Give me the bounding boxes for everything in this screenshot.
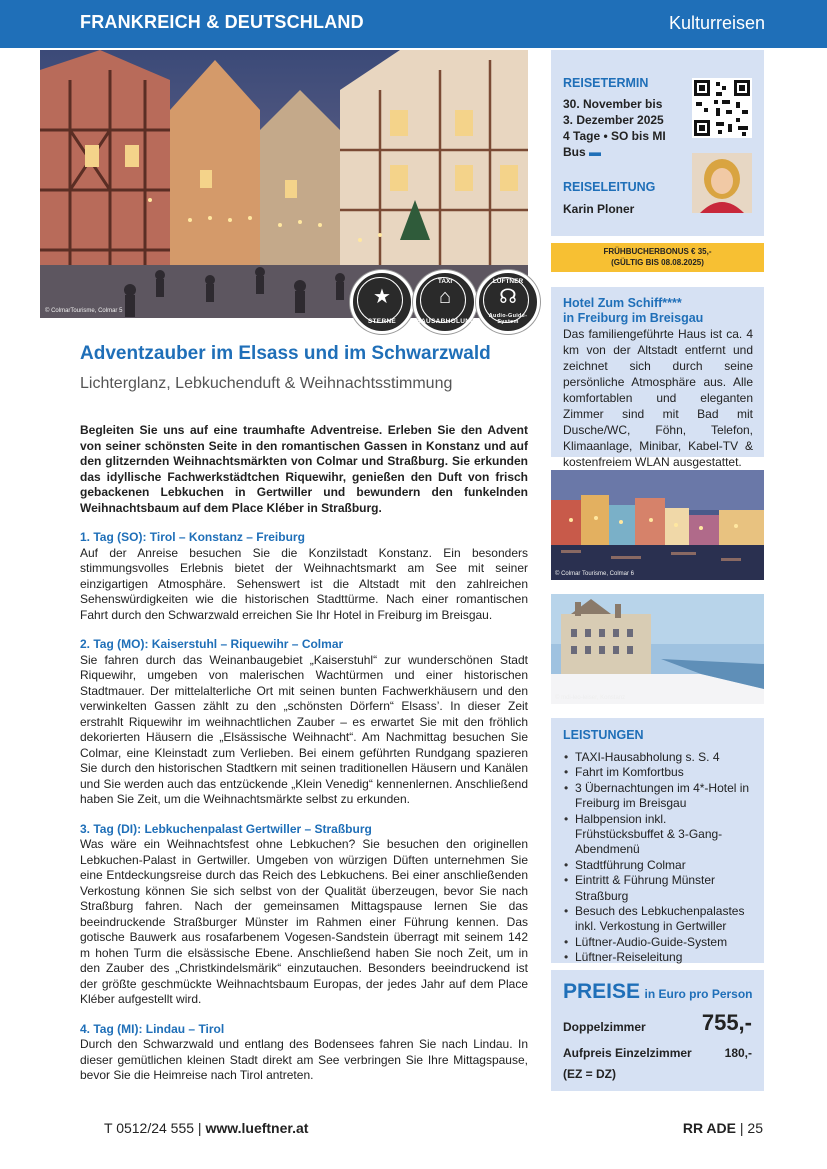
- list-item: • Fahrt im Komfortbus: [563, 765, 753, 780]
- day-3-heading: 3. Tag (DI): Lebkuchenpalast Gertwiller – Straßburg: [80, 821, 372, 836]
- day-3-text: Was wäre ein Weihnachtsfest ohne Lebkuchen? Sie besuchen den originellen Lebkuchen-Palast in Gertwiller. Umgeben von würzigen Düften unternehmen Sie eine Entdeckungsreise durch das Reich des Lebkuchens. Bei einer anschließenden Verkostung können Sie sich selbst von der Qualität überzeugen, bevor Sie nach Straßburg fahren. Nach der gemeinsamen Mittagspause lernen Sie das beeindruckende Straßburger Münster im Rahmen einer Führung kennen. Das gotische Bauwerk aus rosafarbenem Vogesen-Sandstein überragt mit seinem 142 m hohen Turm die elsässische Ebene. Anschließend haben Sie noch Zeit, um in den Zauber des „Christkindelsmärik“ einzutauchen. Besonders beeindruckend ist der größte geschmückte Weihnachtsbaum Europas, der jedes Jahr auf dem Place Kléber aufgestellt wird.: [80, 837, 528, 1006]
- page-title: Adventzauber im Elsass und im Schwarzwald: [80, 343, 491, 364]
- day-1-text: Auf der Anreise besuchen Sie die Konzilstadt Konstanz. Ein besonders stimmungsvolles Erlebnis bietet der Weihnachtsmarkt am See mit seiner einzigartigen Atmosphäre. Sehenswert ist die Altstadt mit den zahlreichen Sehenswürdigkeiten wie die historischen Stadttürme. Nach einer romantischen Fahrt durch den Schwarzwald erreichen Sie Ihr Hotel in Freiburg im Breisgau.: [80, 545, 528, 622]
- preise-box: [551, 970, 764, 1091]
- footer-code: RR ADE: [682, 1120, 736, 1136]
- region-title: FRANKREICH & DEUTSCHLAND: [80, 12, 364, 32]
- date-line-2: 3. Dezember 2025: [563, 113, 664, 127]
- page-subtitle: Lichterglanz, Lebkuchenduft & Weihnachtsstimmung: [80, 375, 453, 392]
- list-item: • Eintritt & Führung Münster Straßburg: [563, 873, 753, 904]
- bonus-line-2: (GÜLTIG BIS 08.08.2025): [611, 258, 704, 267]
- hotel-info-box: [551, 287, 764, 469]
- einzelzimmer-price: 180,-: [724, 1046, 752, 1060]
- doppelzimmer-price: 755,-: [701, 1010, 752, 1035]
- hotel-name: [563, 296, 703, 326]
- reiseleitung-heading: REISELEITUNG: [563, 180, 656, 194]
- page-number: 25: [747, 1120, 763, 1136]
- list-item: • Besuch des Lebkuchenpalastes inkl. Verkostung in Gertwiller: [563, 904, 753, 935]
- list-item: • Lüftner-Audio-Guide-System: [563, 935, 753, 950]
- day-2-text: Sie fahren durch das Weinanbaugebiet „Kaiserstuhl“ zur wunderschönen Stadt Riquewihr, umgeben von malerischen Wachtürmen und einer historischen Stadtmauer. Der mittelalterliche Ort mit seinen bunten Fachwerkhäusern und den verwinkelten Gassen zählt zu den „schönsten Dörfern“ Elsass’. In dieser Zeit erstrahlt Riquewihr im weihnachtlichen Zauber – es erwartet Sie mit den fröhlich dekorierten Häusern die „Elsässische Weihnacht“. Am Nachmittag besuchen Sie Colmar, eine Kleinstadt zum Verlieben. Bei einem geführten Rundgang spazieren Sie durch den historischen Stadtkern mit seinen traditionellen Häusern und Kanälen und Sie werden auch das entzückende „Klein Venedig“ kennenlernen. Anschließend haben Sie Zeit, um die Weihnachtsmärkte selbst zu erkunden.: [80, 652, 528, 806]
- sterne-badge: [350, 270, 414, 334]
- footer-contact: T 0512/24 555 | www.lueftner.at: [104, 1120, 309, 1136]
- guide-portrait-photo: [692, 153, 752, 213]
- footer-phone: T 0512/24 555: [104, 1120, 195, 1136]
- einzelzimmer-label: Aufpreis Einzelzimmer: [563, 1046, 692, 1060]
- day-4-heading: 4. Tag (MI): Lindau – Tirol: [80, 1021, 225, 1036]
- leistungen-heading: LEISTUNGEN: [563, 728, 644, 742]
- list-item: • Halbpension inkl. Frühstücksbuffet & 3-Gang-Abendmenü: [563, 812, 753, 858]
- leistungen-list: [563, 750, 753, 966]
- hero-photo-credit: © ColmarTourisme, Colmar 5: [45, 308, 123, 314]
- day-1-heading: 1. Tag (SO): Tirol – Konstanz – Freiburg: [80, 530, 305, 544]
- list-item: • 3 Übernachtungen im 4*-Hotel in Freiburg im Breisgau: [563, 781, 753, 812]
- hotel-name-line-1: Hotel Zum Schiff****: [563, 296, 682, 310]
- preise-heading: PREISE: [563, 980, 641, 1003]
- photo-credit-konstanz: © mdi-leo-leiser, Konstanz: [555, 695, 626, 701]
- photo-colmar-canal: [551, 470, 764, 580]
- top-header-bar: [0, 0, 827, 48]
- guide-name: Karin Ploner: [563, 202, 635, 216]
- badge-label-sterne: STERNE: [367, 318, 397, 325]
- hotel-description: Das familiengeführte Haus ist ca. 4 km von der Altstadt entfernt und zeichnet sich durch seine persönliche Atmosphäre aus. Alle komfortablen und eleganten Zimmer sind mit Bad mit Dusche/WC, Föhn, Telefon, Klimaanlage, Minibar, Kabel-TV & kostenfreiem WLAN ausgestattet.: [563, 327, 753, 469]
- bonus-line-1: FRÜHBUCHERBONUS € 35,-: [603, 247, 712, 256]
- reisetermin-dates: [563, 96, 666, 160]
- list-item: • Stadtführung Colmar: [563, 858, 753, 873]
- headphones-icon: ☊: [499, 286, 517, 308]
- category-label: Kulturreisen: [668, 13, 765, 33]
- badge-top-taxi: TAXI: [437, 278, 453, 285]
- badge-label-audio-guide: Audio-Guide-System: [488, 313, 528, 325]
- footer-page-info: RR ADE | 25: [682, 1120, 763, 1136]
- intro-paragraph: Begleiten Sie uns auf eine traumhafte Adventreise. Erleben Sie den Advent von seiner schönsten Seite in den romantischen Gassen in Konstanz und auf den glitzernden Weihnachtsmärkten von Colmar und Straßburg. Sie erkunden das idyllische Fachwerkstädtchen Riquewihr, genießen den Duft von frisch gebackenen Lebkuchen in Gertwiller und bewundern den funkelnden Weihnachtsbaum auf dem Place Kléber in Straßburg.: [80, 423, 528, 515]
- leistungen-box: [551, 718, 764, 963]
- photo-konstanz: [551, 594, 764, 704]
- photo-credit-colmar: © Colmar Tourisme, Colmar 6: [555, 571, 634, 577]
- transport-label: Bus: [563, 145, 586, 159]
- transport-line: [563, 144, 666, 160]
- house-icon: ⌂: [438, 286, 452, 308]
- itinerary-text: [80, 423, 528, 1084]
- audio-guide-badge: [476, 270, 540, 334]
- preise-subheading: in Euro pro Person: [644, 987, 753, 1001]
- doppelzimmer-label: Doppelzimmer: [563, 1020, 646, 1034]
- list-item: • Lüftner-Reiseleitung: [563, 950, 753, 965]
- day-4-text: Durch den Schwarzwald und entlang des Bodensees fahren Sie nach Lindau. In dieser gemütlichen kleinen Stadt direkt am See verbringen Sie Ihre Mittagspause, bevor Sie die Heimreise nach Tirol antreten.: [80, 1037, 528, 1082]
- qr-code[interactable]: [692, 78, 752, 138]
- badge-label-hausabholung: HAUSABHOLUNG: [416, 318, 476, 325]
- preise-heading-row: [563, 980, 753, 1004]
- day-2-heading: 2. Tag (MO): Kaiserstuhl – Riquewihr – Colmar: [80, 637, 344, 651]
- duration: 4 Tage • SO bis MI: [563, 129, 666, 143]
- hotel-name-line-2: in Freiburg im Breisgau: [563, 311, 704, 325]
- ez-note: (EZ = DZ): [563, 1067, 616, 1081]
- date-line-1: 30. November bis: [563, 97, 663, 111]
- fruehbucher-bonus-banner: [551, 243, 764, 272]
- reisetermin-heading: REISETERMIN: [563, 76, 649, 90]
- list-item: • TAXI-Hausabholung s. S. 4: [563, 750, 753, 765]
- badge-top-lueftner: LÜFTNER: [492, 278, 524, 285]
- taxi-badge: [413, 270, 477, 334]
- bus-icon: ▬: [589, 145, 602, 159]
- star-icon: ★: [373, 286, 391, 308]
- footer-website[interactable]: www.lueftner.at: [205, 1120, 309, 1136]
